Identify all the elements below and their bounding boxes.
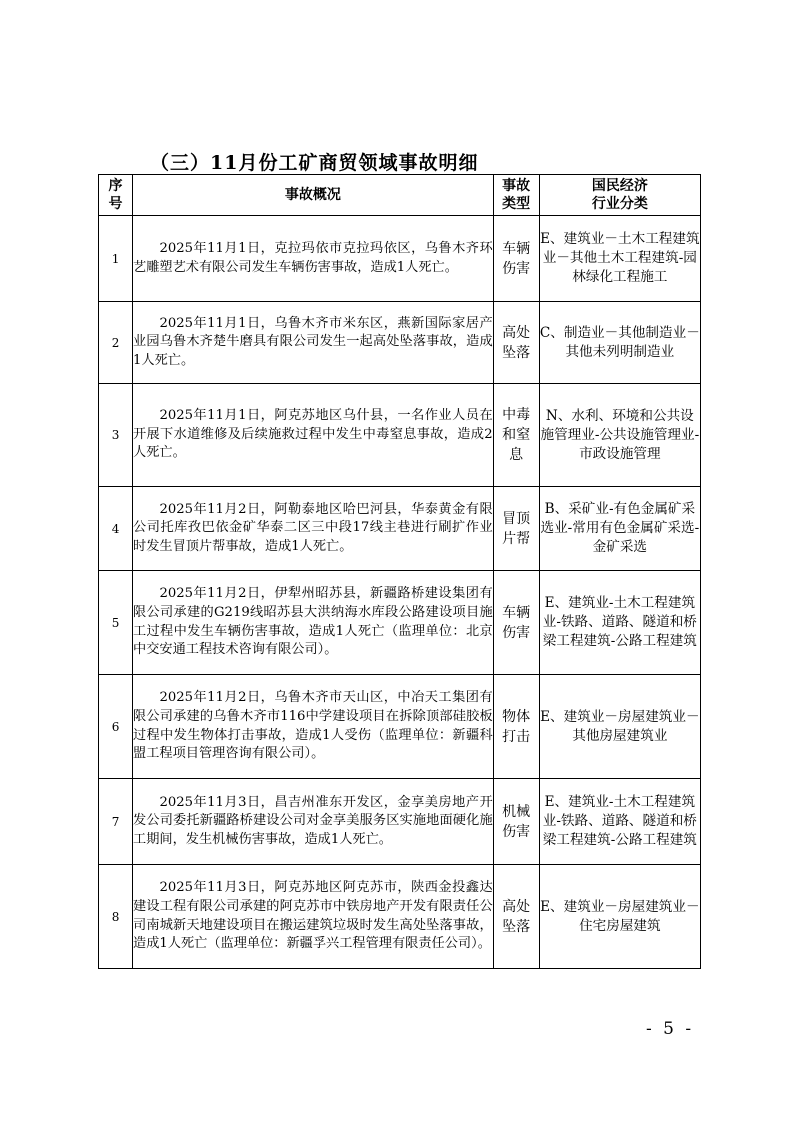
row-type: 高处 坠落 <box>493 302 539 384</box>
header-no: 序 号 <box>99 175 133 216</box>
table-row <box>99 779 701 865</box>
table-row <box>99 571 701 675</box>
table-row <box>99 675 701 779</box>
row-desc: 2025年11月2日，乌鲁木齐市天山区，中冶天工集团有限公司承建的乌鲁木齐市116中学建设项目在拆除顶部硅胶板过程中发生物体打击事故，造成1人受伤（监理单位：新疆科盟工程项目管理咨询有限公司）。 <box>133 675 494 779</box>
row-industry: E、建筑业－房屋建筑业－其他房屋建筑业 <box>539 675 700 779</box>
row-no: 5 <box>99 571 133 675</box>
accident-table <box>98 174 701 969</box>
row-type: 高处 坠落 <box>493 865 539 969</box>
header-desc: 事故概况 <box>133 175 494 216</box>
row-desc: 2025年11月1日，阿克苏地区乌什县，一名作业人员在开展下水道维修及后续施救过程中发生中毒窒息事故，造成2人死亡。 <box>133 384 494 487</box>
row-industry: E、建筑业－土木工程建筑业－其他土木工程建筑-园林绿化工程施工 <box>539 216 700 302</box>
table-row <box>99 302 701 384</box>
row-no: 8 <box>99 865 133 969</box>
row-no: 4 <box>99 487 133 571</box>
table-row <box>99 865 701 969</box>
page-number: - 5 - <box>646 1019 695 1039</box>
row-desc: 2025年11月1日，乌鲁木齐市米东区，燕新国际家居产业园乌鲁木齐楚牛磨具有限公司发生一起高处坠落事故，造成1人死亡。 <box>133 302 494 384</box>
row-industry: E、建筑业-土木工程建筑业-铁路、道路、隧道和桥梁工程建筑-公路工程建筑 <box>539 779 700 865</box>
row-type: 冒顶 片帮 <box>493 487 539 571</box>
row-industry: E、建筑业-土木工程建筑业-铁路、道路、隧道和桥梁工程建筑-公路工程建筑 <box>539 571 700 675</box>
row-no: 1 <box>99 216 133 302</box>
table-row <box>99 216 701 302</box>
row-desc: 2025年11月3日，阿克苏地区阿克苏市，陕西金投鑫达建设工程有限公司承建的阿克苏市中铁房地产开发有限责任公司南城新天地建设项目在搬运建筑垃圾时发生高处坠落事故，造成1人死亡（监理单位：新疆孚兴工程管理有限责任公司）。 <box>133 865 494 969</box>
row-industry: B、采矿业-有色金属矿采选业-常用有色金属矿采选-金矿采选 <box>539 487 700 571</box>
table-row <box>99 487 701 571</box>
row-type: 物体 打击 <box>493 675 539 779</box>
row-type: 中毒 和窒 息 <box>493 384 539 487</box>
page-title: （三）11月份工矿商贸领域事故明细 <box>150 152 479 174</box>
row-no: 3 <box>99 384 133 487</box>
row-type: 机械 伤害 <box>493 779 539 865</box>
header-type: 事故 类型 <box>493 175 539 216</box>
row-type: 车辆 伤害 <box>493 571 539 675</box>
row-no: 2 <box>99 302 133 384</box>
table-row <box>99 384 701 487</box>
row-industry: N、水利、环境和公共设施管理业-公共设施管理业-市政设施管理 <box>539 384 700 487</box>
table-header-row <box>99 175 701 216</box>
row-industry: C、制造业－其他制造业－其他未列明制造业 <box>539 302 700 384</box>
row-no: 6 <box>99 675 133 779</box>
row-industry: E、建筑业－房屋建筑业－住宅房屋建筑 <box>539 865 700 969</box>
row-no: 7 <box>99 779 133 865</box>
row-type: 车辆 伤害 <box>493 216 539 302</box>
row-desc: 2025年11月3日，昌吉州准东开发区，金享美房地产开发公司委托新疆路桥建设公司对金享美服务区实施地面硬化施工期间，发生机械伤害事故，造成1人死亡。 <box>133 779 494 865</box>
row-desc: 2025年11月2日，阿勒泰地区哈巴河县，华泰黄金有限公司托库孜巴依金矿华泰二区三中段17线主巷进行刷扩作业时发生冒顶片帮事故，造成1人死亡。 <box>133 487 494 571</box>
header-industry: 国民经济 行业分类 <box>539 175 700 216</box>
row-desc: 2025年11月1日，克拉玛依市克拉玛依区，乌鲁木齐环艺雕塑艺术有限公司发生车辆伤害事故，造成1人死亡。 <box>133 216 494 302</box>
row-desc: 2025年11月2日，伊犁州昭苏县，新疆路桥建设集团有限公司承建的G219线昭苏县大洪纳海水库段公路建设项目施工过程中发生车辆伤害事故，造成1人死亡（监理单位：北京中交安通工程技术咨询有限公司）。 <box>133 571 494 675</box>
